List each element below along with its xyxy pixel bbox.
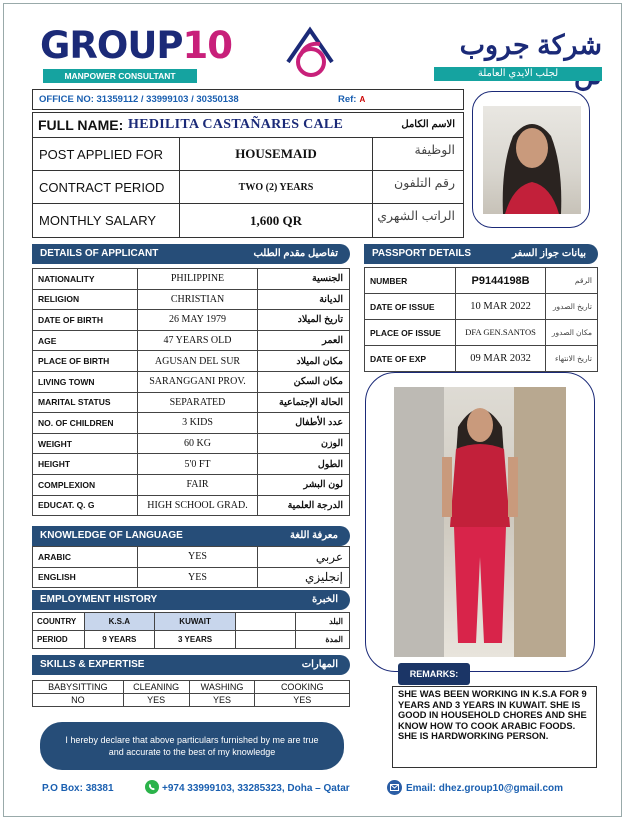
table-row — [365, 320, 598, 346]
language-value: YES — [137, 547, 258, 568]
period-blank — [236, 631, 296, 649]
email-address[interactable]: Email: dhez.group10@gmail.com — [406, 783, 564, 794]
passport-title: PASSPORT DETAILS — [372, 248, 472, 259]
table-row — [33, 310, 350, 331]
details-title: DETAILS OF APPLICANT — [40, 248, 159, 259]
phone-numbers: +974 33999103, 33285323, Doha – Qatar — [162, 783, 350, 794]
ref-value: A — [359, 95, 366, 104]
full-name-ar: الاسم الكامل — [401, 119, 455, 130]
table-row — [33, 351, 350, 372]
remarks-text: SHE WAS BEEN WORKING IN K.S.A FOR 9 YEARS AND 3 YEARS IN KUWAIT. SHE IS GOOD IN HOUSEHOLD CHORES AND SHE KNOW HOW TO COOK ARABIC FOODS. SHE IS HARDWORKING PERSON. — [392, 686, 597, 768]
language-label: ENGLISH — [33, 567, 138, 588]
contract-value: TWO (2) YEARS — [179, 170, 373, 204]
details-value: HIGH SCHOOL GRAD. — [137, 495, 258, 516]
details-ar: مكان الميلاد — [258, 351, 350, 372]
country-ar: البلد — [296, 613, 350, 631]
table-row — [33, 392, 350, 413]
office-text: OFFICE NO: 31359112 / 33999103 / 30350138 — [39, 94, 239, 105]
table-row — [365, 294, 598, 320]
passport-section-header — [364, 244, 598, 264]
passport-value: P9144198B — [455, 268, 546, 294]
country-2: KUWAIT — [154, 613, 236, 631]
table-row — [33, 269, 350, 290]
table-row — [33, 631, 350, 649]
salary-value: 1,600 QR — [179, 203, 373, 238]
employment-title: EMPLOYMENT HISTORY — [40, 594, 158, 605]
skills-section-header — [32, 655, 350, 675]
country-1: K.S.A — [84, 613, 154, 631]
table-row — [365, 268, 598, 294]
details-ar: الحالة الإجتماعية — [258, 392, 350, 413]
details-ar: الدرجة العلمية — [258, 495, 350, 516]
ref-label: Ref: — [338, 94, 357, 105]
details-ar: عدد الأطفال — [258, 413, 350, 434]
passport-label: NUMBER — [365, 268, 456, 294]
skills-table — [32, 680, 350, 707]
table-row — [33, 681, 350, 694]
passport-label: DATE OF EXP — [365, 346, 456, 372]
language-value: YES — [137, 567, 258, 588]
details-label: DATE OF BIRTH — [33, 310, 138, 331]
details-ar: لون البشر — [258, 474, 350, 495]
passport-value: DFA GEN.SANTOS — [455, 320, 546, 346]
language-section-header — [32, 526, 350, 546]
passport-table — [364, 267, 598, 372]
post-value: HOUSEMAID — [179, 137, 373, 171]
applicant-portrait-photo — [472, 91, 590, 228]
period-ar: المدة — [296, 631, 350, 649]
period-1: 9 YEARS — [84, 631, 154, 649]
passport-label: DATE OF ISSUE — [365, 294, 456, 320]
remarks-label: REMARKS: — [398, 663, 470, 685]
table-row — [33, 495, 350, 516]
company-logo-ar: شركة جروب — [459, 30, 602, 60]
employment-table — [32, 612, 350, 649]
language-ar: إنجليزي — [258, 567, 350, 588]
details-label: AGE — [33, 330, 138, 351]
office-numbers — [32, 89, 464, 110]
passport-ar: تاريخ الصدور — [546, 294, 598, 320]
details-value: FAIR — [137, 474, 258, 495]
details-value: 26 MAY 1979 — [137, 310, 258, 331]
details-value: SEPARATED — [137, 392, 258, 413]
details-section-header — [32, 244, 350, 264]
center-emblem-icon — [282, 26, 338, 80]
table-row — [33, 413, 350, 434]
table-row — [33, 613, 350, 631]
details-ar: تاريخ الميلاد — [258, 310, 350, 331]
skills-title: SKILLS & EXPERTISE — [40, 659, 145, 670]
table-row — [33, 289, 350, 310]
details-value: CHRISTIAN — [137, 289, 258, 310]
details-ar: مكان السكن — [258, 371, 350, 392]
skill-value: YES — [123, 694, 189, 707]
country-blank — [236, 613, 296, 631]
passport-title-ar: بيانات جواز السفر — [512, 248, 586, 259]
post-ar: الوظيفة — [372, 137, 464, 171]
passport-value: 09 MAR 2032 — [455, 346, 546, 372]
language-table — [32, 546, 350, 588]
table-row — [365, 346, 598, 372]
declaration-text: I hereby declare that above particulars furnished by me are true and accurate to the best of my knowledge — [40, 722, 344, 770]
language-ar: عربي — [258, 547, 350, 568]
salary-label: MONTHLY SALARY — [32, 203, 180, 238]
language-label: ARABIC — [33, 547, 138, 568]
skill-header: COOKING — [255, 681, 350, 694]
applicant-full-body-photo — [365, 372, 595, 672]
passport-ar: تاريخ الانتهاء — [546, 346, 598, 372]
language-title-ar: معرفة اللغة — [290, 530, 338, 541]
details-value: 3 KIDS — [137, 413, 258, 434]
language-title: KNOWLEDGE OF LANGUAGE — [40, 530, 183, 541]
logo-subtitle: MANPOWER CONSULTANT — [43, 69, 197, 83]
details-label: HEIGHT — [33, 454, 138, 475]
skill-value: NO — [33, 694, 124, 707]
details-label: LIVING TOWN — [33, 371, 138, 392]
passport-ar: مكان الصدور — [546, 320, 598, 346]
period-label: PERIOD — [33, 631, 85, 649]
details-ar: الديانة — [258, 289, 350, 310]
table-row — [33, 474, 350, 495]
details-ar: الطول — [258, 454, 350, 475]
skill-header: WASHING — [189, 681, 255, 694]
details-value: SARANGGANI PROV. — [137, 371, 258, 392]
passport-label: PLACE OF ISSUE — [365, 320, 456, 346]
details-label: NATIONALITY — [33, 269, 138, 290]
passport-value: 10 MAR 2022 — [455, 294, 546, 320]
details-title-ar: تفاصيل مقدم الطلب — [253, 248, 338, 259]
contract-ar: رقم التلفون — [372, 170, 464, 204]
logo-number: 10 — [182, 24, 232, 67]
logo-group-text: GROUP — [40, 24, 183, 67]
details-value: 5'0 FT — [137, 454, 258, 475]
details-label: WEIGHT — [33, 433, 138, 454]
details-label: RELIGION — [33, 289, 138, 310]
employment-title-ar: الخبرة — [311, 594, 338, 605]
details-label: PLACE OF BIRTH — [33, 351, 138, 372]
table-row — [33, 694, 350, 707]
email-icon — [387, 780, 402, 795]
details-ar: العمر — [258, 330, 350, 351]
table-row — [33, 330, 350, 351]
details-ar: الوزن — [258, 433, 350, 454]
po-box: P.O Box: 38381 — [42, 783, 114, 794]
details-label: EDUCAT. Q. G — [33, 495, 138, 516]
details-value: 47 YEARS OLD — [137, 330, 258, 351]
full-name-label: FULL NAME: — [38, 117, 124, 133]
country-label: COUNTRY — [33, 613, 85, 631]
details-label: NO. OF CHILDREN — [33, 413, 138, 434]
skill-header: CLEANING — [123, 681, 189, 694]
skill-header: BABYSITTING — [33, 681, 124, 694]
whatsapp-icon — [145, 780, 159, 794]
passport-ar: الرقم — [546, 268, 598, 294]
full-name-row — [32, 112, 464, 138]
details-value: PHILIPPINE — [137, 269, 258, 290]
table-row — [33, 433, 350, 454]
period-2: 3 YEARS — [154, 631, 236, 649]
post-label: POST APPLIED FOR — [32, 137, 180, 171]
details-value: 60 KG — [137, 433, 258, 454]
table-row — [33, 547, 350, 568]
details-ar: الجنسية — [258, 269, 350, 290]
table-row — [33, 567, 350, 588]
table-row — [33, 454, 350, 475]
details-label: COMPLEXION — [33, 474, 138, 495]
details-table — [32, 268, 350, 516]
salary-ar: الراتب الشهري — [372, 203, 464, 238]
contract-label: CONTRACT PERIOD — [32, 170, 180, 204]
table-row — [33, 371, 350, 392]
employment-section-header — [32, 590, 350, 610]
logo-ar-subtitle: لجلب الايدي العاملة — [434, 67, 602, 81]
details-label: MARITAL STATUS — [33, 392, 138, 413]
full-name-value: HEDILITA CASTAÑARES CALE — [128, 117, 344, 132]
skill-value: YES — [189, 694, 255, 707]
details-value: AGUSAN DEL SUR — [137, 351, 258, 372]
skill-value: YES — [255, 694, 350, 707]
company-logo-en — [40, 24, 232, 84]
skills-title-ar: المهارات — [301, 659, 338, 670]
